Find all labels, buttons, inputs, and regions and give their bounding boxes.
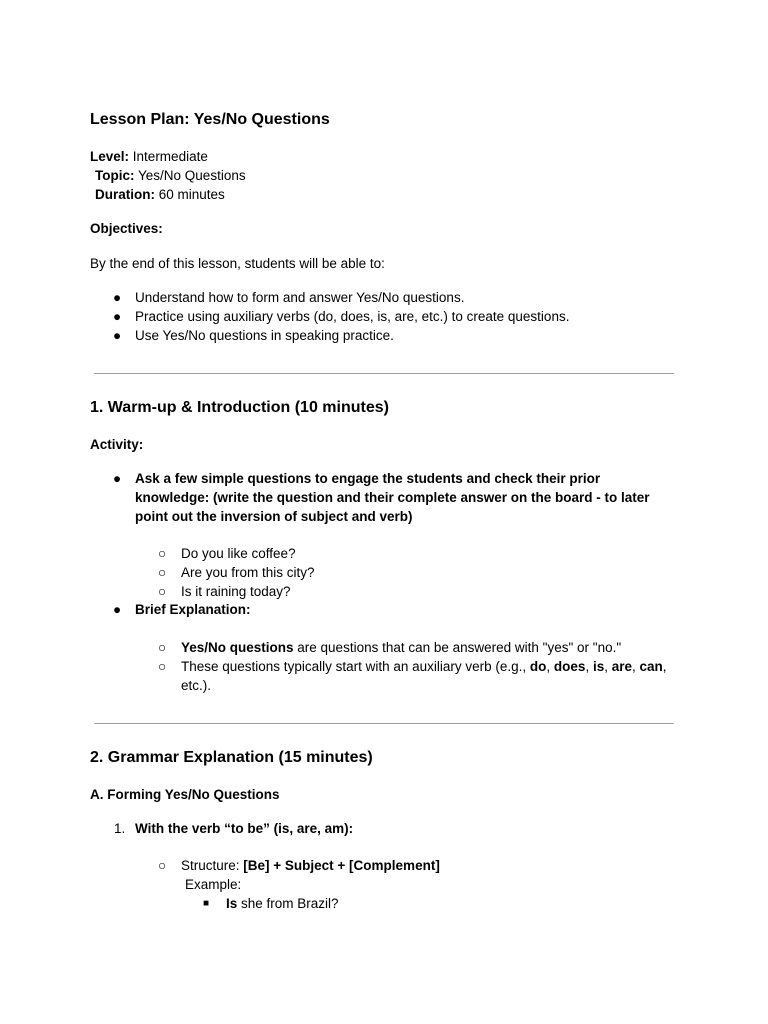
explanation-line-2: etc.).: [181, 678, 212, 693]
example-line: [226, 894, 339, 913]
circle-bullet-icon: ○: [158, 659, 167, 674]
duration-label: Duration:: [95, 187, 155, 202]
explanation-text: are questions that can be answered with "yes" or "no.": [293, 640, 622, 655]
explanation-line: [181, 657, 667, 676]
bullet-dot-icon: ●: [113, 309, 122, 324]
structure-label: Structure:: [181, 858, 244, 873]
section1-heading: 1. Warm-up & Introduction (10 minutes): [90, 399, 389, 416]
bullet-dot-icon: ●: [113, 290, 122, 305]
structure-line: [181, 856, 440, 875]
circle-bullet-icon: ○: [158, 858, 167, 873]
aux-are: are: [611, 659, 633, 674]
duration-value: 60 minutes: [158, 187, 225, 202]
example-label: Example:: [185, 877, 242, 892]
example-bold: Is: [226, 896, 238, 911]
explanation-line: [181, 638, 621, 657]
bullet-dot-icon: ●: [113, 328, 122, 343]
objective-item: Understand how to form and answer Yes/No questions.: [135, 290, 465, 305]
circle-bullet-icon: ○: [158, 584, 167, 599]
aux-does: does: [553, 659, 586, 674]
brief-explanation-label: Brief Explanation:: [135, 602, 251, 617]
sep: ,: [585, 659, 593, 674]
aux-is: is: [592, 659, 605, 674]
example-text: she from Brazil?: [237, 896, 339, 911]
circle-bullet-icon: ○: [158, 565, 167, 580]
subsection-a-heading: A. Forming Yes/No Questions: [90, 787, 280, 802]
bullet-dot-icon: ●: [113, 602, 122, 617]
structure-formula: [Be] + Subject + [Complement]: [243, 858, 440, 873]
sep: ,: [546, 659, 554, 674]
sep: ,: [662, 659, 667, 674]
level-value: Intermediate: [132, 149, 208, 164]
numbered-item: With the verb “to be” (is, are, am):: [135, 821, 354, 836]
aux-can: can: [639, 659, 663, 674]
sep: ,: [604, 659, 612, 674]
circle-bullet-icon: ○: [158, 640, 167, 655]
square-bullet-icon: ■: [203, 898, 210, 909]
sub-question: Is it raining today?: [181, 584, 291, 599]
divider: [94, 723, 674, 724]
activity-label: Activity:: [90, 437, 144, 452]
bullet1-line: Ask a few simple questions to engage the students and check their prior: [135, 471, 601, 486]
sub-question: Do you like coffee?: [181, 546, 296, 561]
divider: [94, 373, 674, 374]
topic-line: [95, 166, 246, 185]
section2-heading: 2. Grammar Explanation (15 minutes): [90, 749, 373, 766]
sub-question: Are you from this city?: [181, 565, 315, 580]
aux-do: do: [529, 659, 547, 674]
level-line: [90, 147, 208, 166]
objectives-heading: Objectives:: [90, 221, 163, 236]
bullet1-line: point out the inversion of subject and verb): [135, 509, 413, 524]
bullet1-line: knowledge: (write the question and their complete answer on the board - to later: [135, 490, 650, 505]
explanation-bold: Yes/No questions: [181, 640, 294, 655]
explanation-text: These questions typically start with an auxiliary verb (e.g.,: [181, 659, 530, 674]
list-number: 1.: [114, 821, 126, 836]
sep: ,: [632, 659, 640, 674]
bullet-dot-icon: ●: [113, 471, 122, 486]
topic-label: Topic:: [95, 168, 135, 183]
objective-item: Use Yes/No questions in speaking practice.: [135, 328, 394, 343]
objectives-intro: By the end of this lesson, students will be able to:: [90, 256, 385, 271]
circle-bullet-icon: ○: [158, 546, 167, 561]
level-label: Level:: [90, 149, 130, 164]
page-title: Lesson Plan: Yes/No Questions: [90, 111, 330, 128]
objective-item: Practice using auxiliary verbs (do, does, is, are, etc.) to create questions.: [135, 309, 570, 324]
topic-value: Yes/No Questions: [138, 168, 246, 183]
duration-line: [95, 185, 225, 204]
